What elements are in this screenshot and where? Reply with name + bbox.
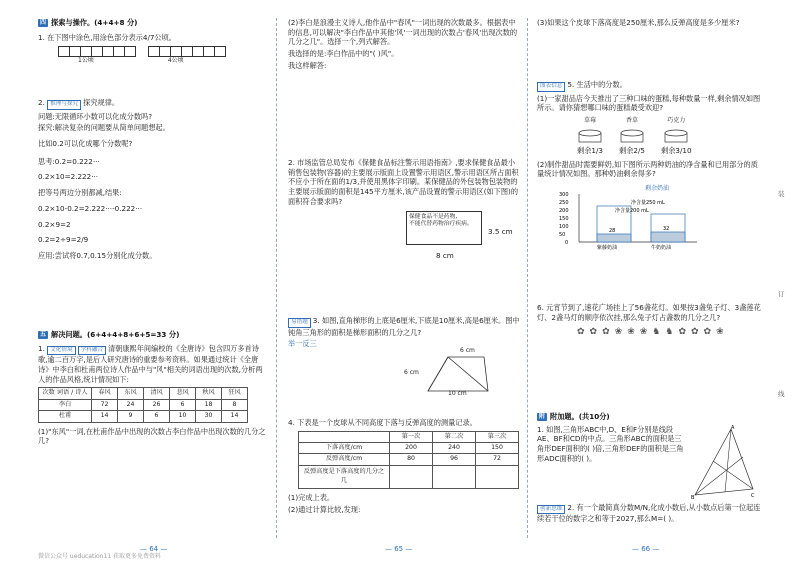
extra-section <box>537 412 761 526</box>
question-line: 0.2=2÷9=2/9 <box>38 235 89 245</box>
svg-text:200: 200 <box>559 207 569 214</box>
question-line: 思考:0.2=0.222··· <box>38 156 100 166</box>
sub-question: (2)制作甜品时需要鲜奶,如下图所示两种奶油的净含量和已用部分的质量统计情况如图。那种奶油剩余得多? <box>537 159 758 179</box>
section-five: 五 解决问题。(6+4+4+8+6+5=33 分) 1. 文化情境 学科融合 清朝康熙年间编校的《全唐诗》包含四万多首诗歌,逾二百万字,是后人研究唐诗的重要参考资料。如果通过统计《全唐诗》中李白和杜甫两位诗人作品中与"风"相关的词语出现的次数,分析两人的作品风格,统计情况如下: 次数 词语 / 诗人 春风 东风 清风 悲风 秋风 狂风 李白 72 24 26 6 18 8 杜甫 14 9 6 10 30 14 (1)"东风"一词,在杜甫作品中出现的次数占李白作品中出现次数的几分之几? <box>38 330 266 446</box>
section-badge: 四 <box>40 18 47 26</box>
bar-label: 1公顷 <box>78 57 94 65</box>
section-title: 解决问题。(6+4+4+8+6+5=33 分) <box>51 330 180 339</box>
question-2-health <box>288 158 520 261</box>
column-divider <box>527 18 528 538</box>
cake-icon <box>619 125 645 143</box>
bar-4-hectare <box>148 46 226 57</box>
answer-line: 我选择的是:李白作品中的"( )风"。 <box>288 49 399 59</box>
question-line: 0.2×10-0.2=2.222···-0.222··· <box>38 203 143 213</box>
bounce-table <box>298 431 519 489</box>
cake-icon <box>663 125 689 143</box>
answer-cell[interactable] <box>433 465 476 488</box>
question-4-part3 <box>537 18 761 30</box>
answer-cell[interactable] <box>476 465 519 488</box>
svg-text:净含量200 mL: 净含量200 mL <box>615 207 649 214</box>
sub-question: (1)"东风"一词,在杜甫作品中出现的次数占李白作品中出现次数的几分之几? <box>38 426 266 446</box>
question-text: 清朝康熙年间编校的《全唐诗》包含四万多首诗歌,逾二百万字,是后人研究唐诗的重要参考资料。如果通过统计《全唐诗》中李白和杜甫两位诗人作品中与"风"相关的词语出现的次数,分析两人的作品风格,统计情况如下: <box>38 343 263 384</box>
binding-mark: 订 <box>778 290 785 298</box>
question-line: 问题:无限循环小数可以化成分数吗? <box>38 111 153 121</box>
question-line: 把等号两边分别都减,结果: <box>38 188 122 198</box>
question-line: 0.2×10=2.222··· <box>38 172 99 182</box>
related-link[interactable]: 举一反三 <box>288 339 317 349</box>
dimension-label: 6 cm <box>460 346 475 354</box>
triangle-figure <box>691 425 757 499</box>
table-header-row: 第一次 第二次 第三次 <box>299 431 519 442</box>
question-tag: 图表信息 <box>537 82 565 92</box>
svg-text:250: 250 <box>559 199 569 206</box>
milk-chart-svg <box>557 182 707 250</box>
sub-question: (2)李白是浪漫主义诗人,他作品中"春风"一词出现的次数最多。根据表中的信息,可以解决"李白作品中其他'风'一词出现的次数占'春风'出现次数的几分之几"。选择一个,列式解答。 <box>288 18 518 47</box>
extra-question-1: 1. 如图,三角形ABC中,D、E和F分别是线段AE、BF和CD的中点。三角形ABC的面积是三角形DEF面积的( )倍,三角形DEF的面积是三角形ADC面积的( )。 <box>537 424 684 463</box>
area-bars <box>58 46 266 57</box>
dimension-label: 8 cm <box>436 250 454 260</box>
svg-text:牛奶奶油: 牛奶奶油 <box>651 244 672 250</box>
section-badge: 五 <box>40 330 47 338</box>
question-tag: 推理与探究 <box>47 100 81 110</box>
page-number: — 64 — <box>140 545 168 553</box>
lantern-icon: ♞ <box>652 327 661 338</box>
extra-question-2: 2. 有一个最简真分数M/N,化成小数后,从小数点后第一位起连续若干位的数字之和等于2027,那么M=( )。 <box>537 502 761 524</box>
binding-mark: 线 <box>778 390 785 398</box>
svg-text:50: 50 <box>559 231 566 238</box>
dimension-label: 6 cm <box>404 368 419 376</box>
table-row: 李白 72 24 26 6 18 8 <box>39 399 248 410</box>
section-title: 探索与操作。(4+4+8 分) <box>51 18 138 27</box>
question-text: 2. 市场监管总局发布《保健食品标注警示用语指南》,要求保健食品最小销售包装物(容器)的主要展示版面上设置警示用语区,警示用语区所占面积不应小于所在面的1/3,并使用黑体字印刷。某保健品的外包装物包装物的主要展示版面的面积是145平方厘米,该产品设置的警示用语区(如下图)的面积符合要求吗? <box>288 158 519 206</box>
dimension-label: 10 cm <box>448 389 467 397</box>
chart-title: 剩余奶油 <box>645 184 670 192</box>
lantern-icon: ✿ <box>690 327 699 338</box>
lantern-icon: ✿ <box>703 327 712 338</box>
cake-item: 巧克力 剩余3/10 <box>661 116 692 155</box>
svg-text:B: B <box>691 494 695 499</box>
table-row: 杜甫 14 9 6 10 30 14 <box>39 411 248 422</box>
lantern-icon: ❀ <box>614 327 623 338</box>
trapezoid-figure <box>288 346 520 397</box>
wind-word-table <box>38 387 248 422</box>
question-line: 0.2×9=2 <box>38 219 71 229</box>
table-header-row: 次数 词语 / 诗人 春风 东风 清风 悲风 秋风 狂风 <box>39 388 248 399</box>
table-row: 下落高度/cm 200 240 150 <box>299 443 519 454</box>
cake-icon <box>577 125 603 143</box>
svg-text:150: 150 <box>559 215 569 222</box>
section-title: 附加题。(共10分) <box>550 412 610 421</box>
warning-label-figure <box>288 211 520 261</box>
question-1: 1. 在下图中涂色,用涂色部分表示4/7公顷。 <box>38 32 176 42</box>
bar-1-hectare <box>58 46 136 57</box>
question-5-fractions: 图表信息 5. 生活中的分数。 (1)一家甜品店今天推出了三种口味的蛋糕,每种数量一样,剩余情况如图所示。请你猜想哪口味的蛋糕最受欢迎? 草莓 剩余1/3 香草 剩余2/5 巧克力 剩余3/10 (2)制作甜品时需要鲜奶,如下图所示两种奶油的净含量和已用部分的质量统计情况如图。那种奶油剩余得多? 剩余奶油 300 250 200 150 100 50 0 净含量250 mL 净含量200 mL 28 32 紫藤奶油 牛奶奶油 <box>537 80 761 253</box>
section-badge: 附 <box>539 412 546 420</box>
question-tag: 创新思维 <box>537 505 565 515</box>
question-tag: 文化情境 <box>47 346 75 356</box>
answer-line: 我这样解答: <box>288 60 327 70</box>
lantern-icon: ✿ <box>589 327 598 338</box>
table-row: 反弹高度是下落高度的几分之几 <box>299 465 519 488</box>
lantern-icon: ❀ <box>627 327 635 338</box>
question-2: 2. 推理与探究 探究规律。 问题:无限循环小数可以化成分数吗? 探究:解决复杂的问题要从简单问题想起。 比如0.2可以化成哪个分数呢? 思考:0.2=0.222··· 0.2×10=2.222··· 把等号两边分别都减,结果: 0.2×10-0.2=2.222···-0.222··· 0.2×9=2 0.2=2÷9=2/9 应用:尝试将0.7,0.15分别化成分数。 <box>38 98 266 263</box>
lantern-icon: ✿ <box>602 327 610 338</box>
section-four <box>38 18 266 66</box>
question-4-ball <box>288 418 520 516</box>
milk-used-bar <box>597 234 631 242</box>
milk-used-bar <box>651 232 685 242</box>
svg-text:32: 32 <box>663 225 670 232</box>
cake-item: 草莓 剩余1/3 <box>577 116 603 155</box>
lantern-icon: ✿ <box>678 327 686 338</box>
lantern-row <box>577 326 761 338</box>
svg-text:紫藤奶油: 紫藤奶油 <box>597 244 618 250</box>
bar-label: 4公顷 <box>167 57 184 65</box>
milk-chart <box>557 182 761 253</box>
svg-text:净含量250 mL: 净含量250 mL <box>631 199 665 206</box>
page-number: — 66 — <box>632 545 660 553</box>
cake-item: 香草 剩余2/5 <box>619 116 645 155</box>
question-tag: 易错题 <box>288 318 311 328</box>
lantern-icon: ❀ <box>716 327 724 338</box>
question-3-trapezoid: 易错题 3. 如图,直角梯形的上底是6厘米,下底是10厘米,高是6厘米。图中钝角三角形的面积是梯形面积的几分之几? 举一反三 6 cm 6 cm 10 cm <box>288 316 520 397</box>
footer-note: 微信公众号 ueducation11 获取更多免费资料 <box>38 553 162 560</box>
svg-text:C: C <box>751 492 755 499</box>
page-number: — 65 — <box>385 545 413 553</box>
question-text: 6. 元宵节到了,速花广场挂上了56盏花灯。如果按3盏兔子灯、3盏莲花灯、2盏马灯的顺序依次挂,那么兔子灯占盏数的几分之几? <box>537 303 761 322</box>
svg-text:A: A <box>731 424 735 431</box>
lantern-icon: ♞ <box>665 327 674 338</box>
column-divider <box>276 18 277 538</box>
question-line: 探究:解决复杂的问题要从简单问题想起。 <box>38 123 170 133</box>
svg-text:28: 28 <box>609 227 616 234</box>
warning-box: 保健食品不是药物, 不能代替药物治疗疾病。 <box>406 211 482 245</box>
svg-text:300: 300 <box>559 191 569 198</box>
binding-mark: 装 <box>778 190 785 198</box>
svg-text:100: 100 <box>559 223 569 230</box>
lantern-icon: ❀ <box>639 327 648 338</box>
svg-text:0: 0 <box>565 239 569 246</box>
question-text: 4. 下表是一个皮球从不同高度下落与反弹高度的测量记录。 <box>288 418 477 427</box>
sub-question: (1)完成上表。 <box>288 492 335 502</box>
sub-question: (2)通过计算比较,发现: <box>288 504 361 514</box>
question-6-lanterns <box>537 303 761 339</box>
sub-question: (1)一家甜品店今天推出了三种口味的蛋糕,每种数量一样,剩余情况如图所示。请你猜想哪口味的蛋糕最受欢迎? <box>537 93 761 113</box>
answer-cell[interactable] <box>390 465 433 488</box>
table-row: 反弹高度/cm 80 96 72 <box>299 454 519 465</box>
dimension-label: 3.5 cm <box>488 226 513 236</box>
question-line: 比如0.2可以化成哪个分数呢? <box>38 138 133 148</box>
cake-row <box>577 117 761 156</box>
question-line: 应用:尝试将0.7,0.15分别化成分数。 <box>38 251 157 261</box>
question-tag: 学科融合 <box>78 346 106 356</box>
sub-question: (3)如果这个皮球下落高度是250厘米,那么反弹高度是多少厘米? <box>537 18 740 27</box>
question-1-part2 <box>288 18 520 73</box>
lantern-icon: ✿ <box>577 327 585 338</box>
